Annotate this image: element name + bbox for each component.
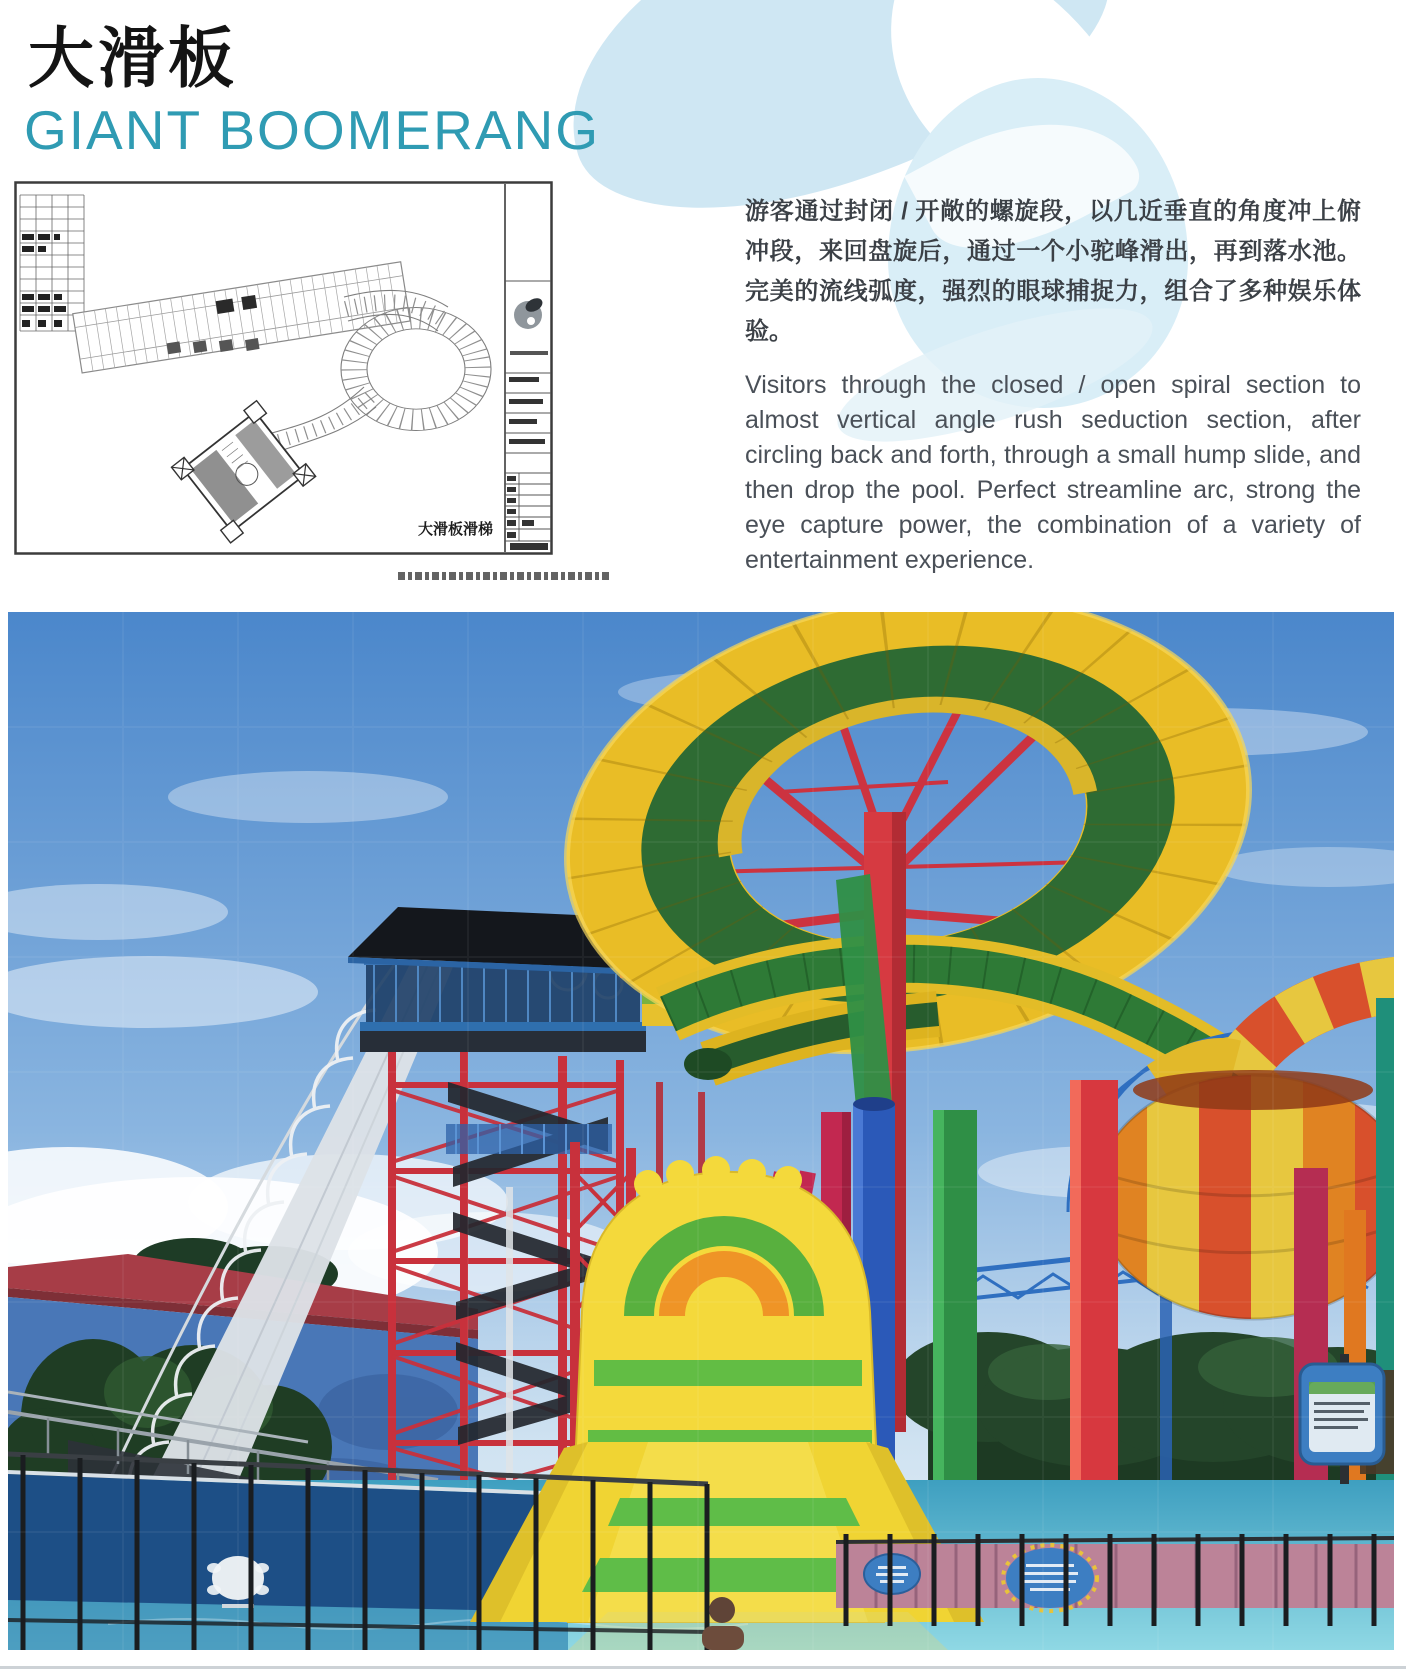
description-column <box>745 192 1361 578</box>
page-title-zh: 大滑板 <box>28 21 238 95</box>
page-title-en: GIANT BOOMERANG <box>24 99 600 161</box>
drawing-caption: 大滑板滑梯 <box>418 521 494 538</box>
technical-drawing-panel <box>14 181 553 555</box>
technical-drawing <box>14 181 553 555</box>
info-sign <box>1300 1354 1394 1484</box>
description-zh: 游客通过封闭 / 开敞的螺旋段，以几近垂直的角度冲上俯冲段，来回盘旋后，通过一个小驼峰滑出，再到落水池。完美的流线弧度，强烈的眼球捕捉力，组合了多种娱乐体验。 <box>745 198 1361 345</box>
drawing-footnote-microtext <box>398 572 610 580</box>
product-photo <box>8 612 1394 1650</box>
description-en: Visitors through the closed / open spiral section to almost vertical angle rush seduction section, after circling back and forth, through a small hump slide, and then drop the pool. Perfect streamline arc, strong the eye capture power, the combination of a variety of entertainment experience. <box>745 371 1361 574</box>
